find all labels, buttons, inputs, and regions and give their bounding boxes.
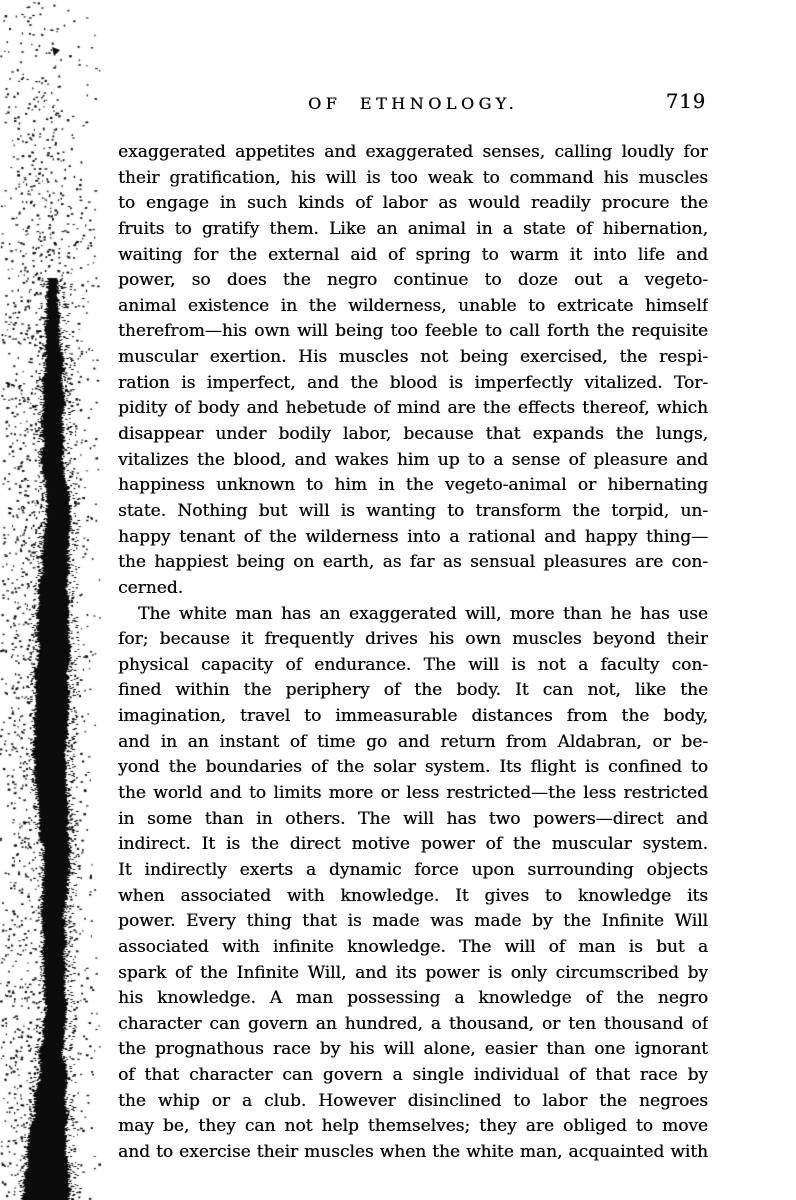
text-line: his knowledge. A man possessing a knowledge of the negro <box>118 988 708 1009</box>
scan-gutter-noise <box>0 0 105 1200</box>
text-line: when associated with knowledge. It gives to knowledge its <box>118 885 708 906</box>
text-line: spark of the Infinite Will, and its power is only circumscribed by <box>118 962 708 983</box>
running-header-title: OF ETHNOLOGY. <box>307 94 519 113</box>
text-line: It indirectly exerts a dynamic force upon surrounding objects <box>118 859 708 880</box>
text-line: The white man has an exaggerated will, more than he has use <box>138 603 708 624</box>
text-line: the whip or a club. However disinclined to labor the negroes <box>118 1090 708 1111</box>
text-line: happiness unknown to him in the vegeto-animal or hibernating <box>118 475 708 496</box>
text-line: ration is imperfect, and the blood is imperfectly vitalized. Tor- <box>118 372 708 393</box>
text-line: indirect. It is the direct motive power of the muscular system. <box>118 834 708 855</box>
text-line: and in an instant of time go and return from Aldabran, or be- <box>118 731 708 752</box>
page-content <box>118 92 708 1166</box>
text-line: associated with infinite knowledge. The will of man is but a <box>118 936 708 957</box>
text-line: the prognathous race by his will alone, easier than one ignorant <box>118 1039 708 1060</box>
text-line: the world and to limits more or less restricted—the less restricted <box>118 783 708 804</box>
text-line: waiting for the external aid of spring to warm it into life and <box>118 244 708 265</box>
text-line: happy tenant of the wilderness into a rational and happy thing— <box>118 526 708 547</box>
text-line: animal existence in the wilderness, unable to extricate himself <box>118 295 708 316</box>
page-number: 719 <box>665 90 706 113</box>
text-line: and to exercise their muscles when the white man, acquainted with <box>118 1141 708 1162</box>
text-line: of that character can govern a single individual of that race by <box>118 1065 708 1086</box>
text-line: power. Every thing that is made was made by the Infinite Will <box>118 911 708 932</box>
text-line: their gratification, his will is too weak to command his muscles <box>118 167 708 188</box>
text-line: therefrom—his own will being too feeble to call forth the requisite <box>118 321 708 342</box>
running-header <box>118 92 708 118</box>
text-line: fruits to gratify them. Like an animal in a state of hibernation, <box>118 218 708 239</box>
page-text <box>118 140 708 1166</box>
text-line: imagination, travel to immeasurable distances from the body, <box>118 706 708 727</box>
text-line: the happiest being on earth, as far as sensual pleasures are con- <box>118 552 708 573</box>
text-line: state. Nothing but will is wanting to transform the torpid, un- <box>118 500 708 521</box>
text-line: cerned. <box>118 577 184 598</box>
text-line: physical capacity of endurance. The will is not a faculty con- <box>118 654 708 675</box>
text-line: muscular exertion. His muscles not being exercised, the respi- <box>118 347 708 368</box>
text-line: in some than in others. The will has two powers—direct and <box>118 808 708 829</box>
text-line: pidity of body and hebetude of mind are the effects thereof, which <box>118 398 708 419</box>
text-line: exaggerated appetites and exaggerated senses, calling loudly for <box>118 142 708 162</box>
text-line: for; because it frequently drives his own muscles beyond their <box>118 629 708 650</box>
text-line: fined within the periphery of the body. It can not, like the <box>118 680 708 701</box>
text-line: power, so does the negro continue to doze out a vegeto- <box>118 270 708 291</box>
text-line: disappear under bodily labor, because that expands the lungs, <box>118 424 708 445</box>
text-line: vitalizes the blood, and wakes him up to a sense of pleasure and <box>118 449 708 470</box>
text-line: yond the boundaries of the solar system. Its flight is confined to <box>118 757 708 778</box>
text-line: may be, they can not help themselves; they are obliged to move <box>118 1116 708 1137</box>
text-line: to engage in such kinds of labor as would readily procure the <box>118 193 708 214</box>
text-line: character can govern an hundred, a thousand, or ten thousand of <box>118 1013 708 1034</box>
